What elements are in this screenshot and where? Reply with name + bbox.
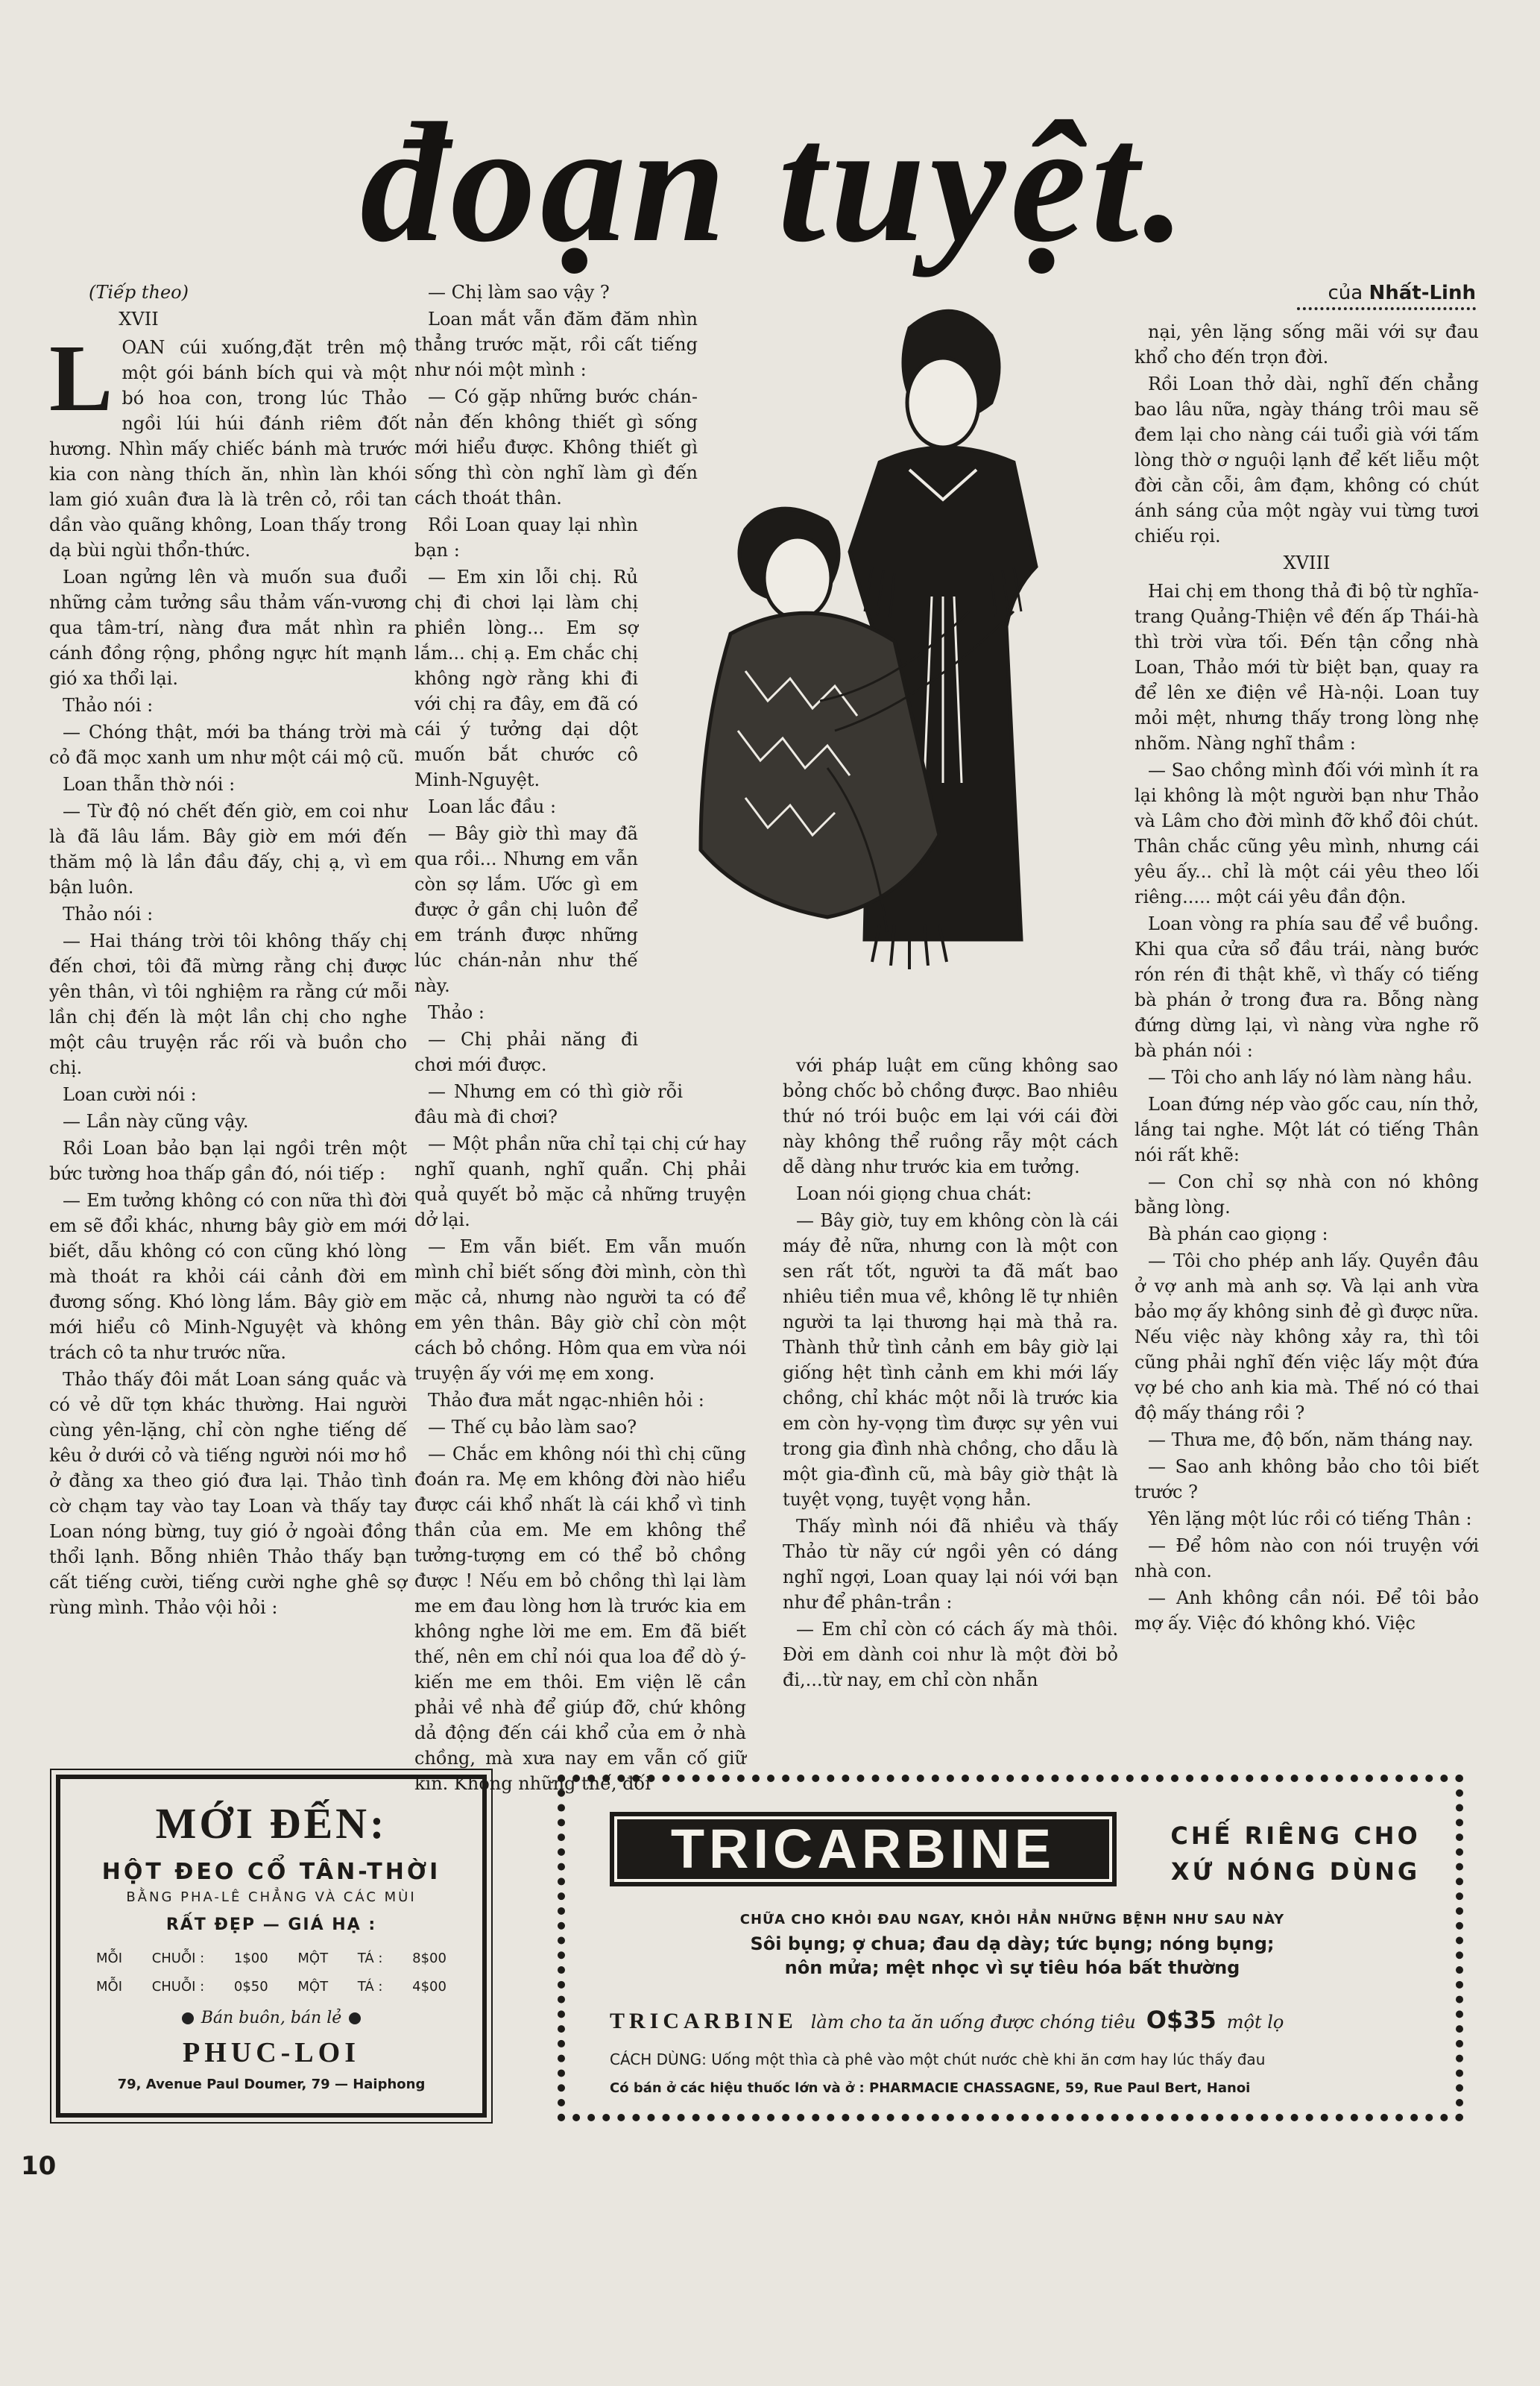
paragraph: Thảo : bbox=[428, 1002, 485, 1023]
advertisement-tricarbine bbox=[558, 1775, 1463, 2121]
paragraph: — Hai tháng trời tôi không thấy chị đến chơi, tôi đã mừng rằng chị được yên thân, vì tôi nghiệm ra rằng cứ mỗi lần chị đến là một lần chị cho nghe một câu truyện rắc rối và buồn cho chị. bbox=[49, 931, 407, 1078]
paragraph: Bà phán cao giọng : bbox=[1148, 1224, 1328, 1244]
paragraph: — Từ độ nó chết đến giờ, em coi như là đã lâu lắm. Bây giờ em mới đến thăm mộ là lần đầu đấy, chị ạ, vì em bận luôn. bbox=[49, 801, 407, 898]
paragraph: — Một phần nữa chỉ tại chị cứ hay nghĩ quanh, nghĩ quẩn. Chị phải quả quyết bỏ mặc cả những truyện dở lại. bbox=[414, 1133, 746, 1230]
ad-address: 79, Avenue Paul Doumer, 79 — Haiphong bbox=[117, 2077, 426, 2092]
drop-cap: L bbox=[49, 325, 113, 431]
paragraph: — Con chỉ sợ nhà con nó không bằng lòng. bbox=[1135, 1171, 1479, 1218]
paragraph: — Có gặp những bước chán-nản đến không thiết gì sống mới hiểu được. Không thiết gì sống thì còn nghĩ làm gì đến cách thoát thân. bbox=[414, 386, 698, 509]
paragraph: — Lần này cũng vậy. bbox=[63, 1111, 249, 1132]
text-column-1 bbox=[49, 280, 407, 1622]
paragraph: Loan mắt vẫn đăm đăm nhìn thẳng trước mặt, rồi cất tiếng như nói một mình : bbox=[414, 309, 698, 380]
paragraph: Loan nói giọng chua chát: bbox=[796, 1183, 1032, 1204]
paragraph: Thấy mình nói đã nhiều và thấy Thảo từ nãy cứ ngồi yên có dáng nghĩ ngợi, Loan quay lại nói với bạn như để phân-trần : bbox=[783, 1516, 1118, 1613]
paragraph: — Sao chồng mình đối với mình ít ra lại không là một người bạn như Thảo và Lâm cho đời mình đỡ khổ đôi chút. Thân chắc cũng yêu mình, nhưng cái yêu ấy... chỉ là một cái yêu theo lối riêng..... một cái yêu đần độn. bbox=[1135, 760, 1479, 907]
paragraph: Thảo nói : bbox=[63, 904, 154, 925]
paragraph: Loan vòng ra phía sau để về buồng. Khi qua cửa sổ đầu trái, nàng bước rón rén đi thật khẽ, vì thấy có tiếng bà phán ở trong đưa ra. Bỗng nàng đứng dừng lại, vì nàng vừa nghe rõ bà phán nói : bbox=[1135, 913, 1479, 1061]
paragraph: — Anh không cần nói. Để tôi bảo mợ ấy. Việc đó không khó. Việc bbox=[1135, 1587, 1479, 1634]
paragraph: — Thế cụ bảo làm sao? bbox=[428, 1417, 637, 1438]
ad-headline: MỚI ĐẾN: bbox=[155, 1799, 388, 1848]
paragraph: LOAN cúi xuống,đặt trên mộ một gói bánh bích qui và một bó hoa con, trong lúc Thảo ngồi lúi húi đánh riêm đốt hương. Nhìn mấy chiếc bánh mà trước kia con nàng thích ăn, nhìn làn khói lam gió xuân đưa là là trên cỏ, rồi tan dần vào quãng không, Loan thấy trong dạ bùi ngùi thổn-thức. bbox=[49, 325, 407, 561]
ad-brand: PHUC-LOI bbox=[183, 2037, 360, 2068]
paragraph: — Em tưởng không có con nữa thì đời em sẽ đổi khác, nhưng bây giờ em mới biết, dẫu không có con cũng khó lòng mà thoát ra khỏi cái cảnh đời em đương sống. Khó lòng lắm. Bây giờ em mới hiểu cô Minh-Nguyệt và không trách cô ta như trước nữa. bbox=[49, 1190, 407, 1363]
ad-quality: RẤT ĐẸP — GIÁ HẠ : bbox=[165, 1916, 377, 1934]
ad-price-line: TRICARBINE làm cho ta ăn uống được chóng tiêu O$35 một lọ bbox=[610, 2006, 1284, 2034]
byline bbox=[1297, 282, 1476, 310]
continued-note: (Tiếp theo) bbox=[89, 282, 189, 303]
bullet-icon bbox=[182, 2012, 194, 2024]
price-row: MỖI CHUỖI : 1$00 MỘT TÁ : 8$00 bbox=[96, 1951, 446, 1966]
paragraph: Thảo nói : bbox=[63, 695, 154, 716]
paragraph: — Chị phải năng đi chơi mới được. bbox=[414, 1029, 638, 1075]
text-column-4 bbox=[1135, 319, 1479, 1637]
paragraph: Thảo thấy đôi mắt Loan sáng quắc và có vẻ dữ tợn khác thường. Hai người cùng yên-lặng, chỉ còn nghe tiếng dế kêu ở dưới cỏ và tiếng người nói mơ hồ ở đằng xa theo gió đưa lại. Thảo tình cờ chạm tay vào tay Loan và thấy tay Loan nóng bừng, tuy gió ở ngoài đồng thổi lạnh. Bỗng nhiên Thảo thấy bạn cất tiếng cười, tiếng cười nghe ghê sợ rùng mình. Thảo vội hỏi : bbox=[49, 1369, 407, 1618]
paragraph: Rồi Loan quay lại nhìn bạn : bbox=[414, 514, 638, 561]
paragraph: — Bây giờ, tuy em không còn là cái máy đẻ nữa, nhưng con là một con sen rất tốt, người ta đã mất bao nhiêu tiền mua về, không lẽ tự nhiên người ta lại thương hại mà thả ra. Thành thử tình cảnh em bây giờ lại giống hệt tình cảnh em khi mới lấy chồng, chỉ khác một nỗi là trước kia em còn hy-vọng tìm được sự yên vui trong gia đình nhà chồng, cho dẫu là một gia-đình cũ, mà bây giờ thật là tuyệt vọng, tuyệt vọng hẳn. bbox=[783, 1210, 1118, 1510]
paragraph: Loan ngửng lên và muốn sua đuổi những cảm tưởng sầu thảm vấn-vương qua tâm-trí, nàng đưa mắt nhìn ra cánh đồng rộng, phồng ngực hít mạnh gió xa thổi lại. bbox=[49, 567, 407, 689]
paragraph: — Em chỉ còn có cách ấy mà thôi. Đời em dành coi như là một đời bỏ đi,...từ nay, em chỉ còn nhẫn bbox=[783, 1619, 1118, 1690]
paragraph: Rồi Loan thở dài, nghĩ đến chẳng bao lâu nữa, ngày tháng trôi mau sẽ đem lại cho nàng cái tuổi già với tấm lòng thờ ơ nguội lạnh để kết liễu một đời cằn cỗi, âm đạm, không có chút ánh sáng của một ngày vui từng tươi chiếu rọi. bbox=[1135, 374, 1479, 547]
ad-tagline: CHẾ RIÊNG CHO XỨ NÓNG DÙNG bbox=[1170, 1822, 1421, 1886]
ad-sale-note: Bán buôn, bán lẻ bbox=[60, 2009, 482, 2027]
paragraph: — Thưa me, độ bốn, năm tháng nay. bbox=[1148, 1429, 1474, 1450]
paragraph: — Bây giờ thì may đã qua rồi... Nhưng em vẫn còn sợ lắm. Ước gì em được ở gần chị luôn để em tránh được những lúc chán-nản như thế này. bbox=[414, 823, 638, 996]
chapter-heading: XVII bbox=[119, 309, 159, 330]
chapter-heading: XVIII bbox=[1283, 553, 1331, 573]
ad-usage: CÁCH DÙNG: Uống một thìa cà phê vào một chút nước chè khi ăn cơm hay lúc thấy đau bbox=[610, 2050, 1266, 2068]
byline-author: Nhất-Linh bbox=[1369, 282, 1476, 304]
bullet-icon bbox=[349, 2012, 361, 2024]
ad-product: HỘT ĐEO CỔ TÂN-THỜI bbox=[101, 1859, 441, 1885]
paragraph: Yên lặng một lúc rồi có tiếng Thân : bbox=[1148, 1508, 1472, 1529]
paragraph: — Để hôm nào con nói truyện với nhà con. bbox=[1135, 1535, 1479, 1581]
paragraph: với pháp luật em cũng không sao bỏng chốc bỏ chồng được. Bao nhiêu thứ nó trói buộc em lại với cái đời này không thể ruồng rẫy một cách dễ dàng như trước kia em tưởng. bbox=[783, 1055, 1118, 1177]
paragraph: — Chị làm sao vậy ? bbox=[428, 282, 610, 303]
paragraph: — Tôi cho phép anh lấy. Quyền đâu ở vợ anh mà anh sợ. Và lại anh vừa bảo mợ ấy không sinh đẻ gì được nữa. Nếu việc này không xảy ra, thì tôi cũng phải nghĩ đến việc lấy một đứa vợ bé cho anh kia mà. Thế nó có thai độ mấy tháng rồi ? bbox=[1135, 1250, 1479, 1423]
page-number: 10 bbox=[21, 2151, 57, 2181]
paragraph: Loan đứng nép vào gốc cau, nín thở, lắng tai nghe. Một lát có tiếng Thân nói rất khẽ: bbox=[1135, 1094, 1479, 1165]
ad-price-list bbox=[96, 1945, 446, 2001]
paragraph: — Nhưng em có thì giờ rỗi đâu mà đi chơi? bbox=[414, 1081, 683, 1127]
paragraph: Thảo đưa mắt ngạc-nhiên hỏi : bbox=[428, 1390, 704, 1411]
ad-description: CHỮA CHO KHỎI ĐAU NGAY, KHỎI HẲN NHỮNG BỆNH NHƯ SAU NÀY Sôi bụng; ợ chua; đau dạ dày; tức bụng; nóng bụng; nôn mửa; mệt nhọc vì sự tiêu hóa bất thường bbox=[739, 1912, 1285, 1978]
serial-title: đoạn tuyệt. bbox=[360, 87, 1190, 277]
paragraph: — Chắc em không nói thì chị cũng đoán ra. Mẹ em không đời nào hiểu được cái khổ nhất là cái khổ vì tinh thần của em. Me em không thể tưởng-tượng em có thể bỏ chồng được ! Nếu em bỏ chồng thì lại làm me em đau lòng hơn là trước kia em không nghe lời me em. Em đã biết thế, nên em chỉ nói qua loa để dò ý-kiến me em thôi. Em viện lẽ cần phải về nhà để giúp đỡ, chứ không dả động đến cái khổ của em ở nhà chồng, mà xưa nay em vẫn cố giữ kín. Không những thế, đối bbox=[414, 1444, 746, 1794]
ad-brand-logo: TRICARBINE bbox=[610, 1812, 1117, 1886]
text-column-3 bbox=[783, 1053, 1118, 1694]
ad-materials: BẰNG PHA-LÊ CHẲNG VÀ CÁC MÙI bbox=[126, 1889, 417, 1905]
price-row: MỖI CHUỖI : 0$50 MỘT TÁ : 4$00 bbox=[96, 1979, 446, 1995]
paragraph: — Sao anh không bảo cho tôi biết trước ? bbox=[1135, 1456, 1479, 1502]
illustration-two-women bbox=[686, 283, 1148, 1044]
paragraph: Loan lắc đầu : bbox=[428, 796, 557, 817]
paragraph: Hai chị em thong thả đi bộ từ nghĩa-trang Quảng-Thiện về đến ấp Thái-hà thì trời vừa tối. Đến tận cổng nhà Loan, Thảo mới từ biệt bạn, quay ra để lên xe điện về Hà-nội. Loan tuy mỏi mệt, nhưng thấy trong lòng nhẹ nhõm. Nàng nghĩ thầm : bbox=[1135, 581, 1479, 754]
paragraph: Loan thẫn thờ nói : bbox=[63, 774, 236, 795]
paragraph: — Tôi cho anh lấy nó làm nàng hầu. bbox=[1148, 1067, 1473, 1088]
byline-prefix: của bbox=[1328, 282, 1363, 304]
paragraph: nại, yên lặng sống mãi với sự đau khổ cho đến trọn đời. bbox=[1135, 321, 1479, 368]
paragraph: Rồi Loan bảo bạn lại ngồi trên một bức tường hoa thấp gần đó, nói tiếp : bbox=[49, 1138, 407, 1184]
paragraph: — Em xin lỗi chị. Rủ chị đi chơi lại làm chị phiền lòng... Em sợ lắm... chị ạ. Em chắc chị không ngờ rằng khi đi với chị ra đây, em đã có cái ý tưởng dại dột muốn bắt chước cô Minh-Nguyệt. bbox=[414, 567, 638, 790]
paragraph: — Em vẫn biết. Em vẫn muốn mình chỉ biết sống đời mình, còn thì mặc cả, nhưng nào người ta có để em yên thân. Bây giờ chỉ còn một cách bỏ chồng. Hôm qua em vừa nói truyện ấy với mẹ em xong. bbox=[414, 1236, 746, 1384]
ad-stockist: Có bán ở các hiệu thuốc lớn và ở : PHARMACIE CHASSAGNE, 59, Rue Paul Bert, Hanoi bbox=[610, 2080, 1251, 2096]
paragraph: Loan cười nói : bbox=[63, 1084, 197, 1105]
paragraph: — Chóng thật, mới ba tháng trời mà cỏ đã mọc xanh um như một cái mộ cũ. bbox=[49, 722, 407, 768]
advertisement-phuc-loi bbox=[56, 1775, 487, 2118]
